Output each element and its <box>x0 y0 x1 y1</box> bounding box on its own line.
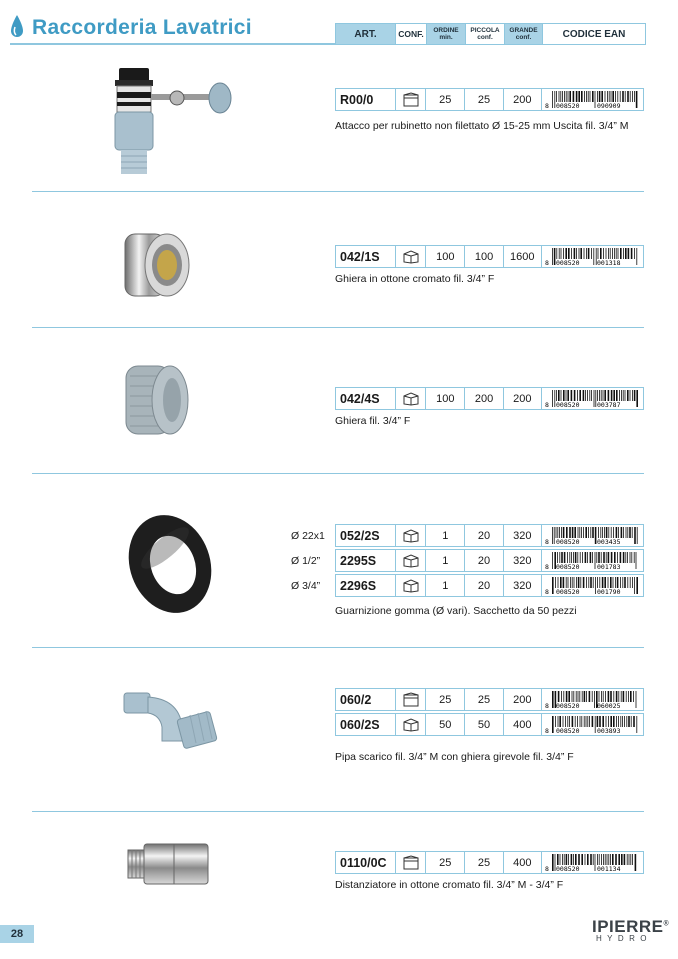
water-drop-icon <box>10 14 24 40</box>
section-separator <box>32 473 644 474</box>
conf-cell <box>396 246 427 267</box>
piccola-conf: 25 <box>465 89 504 110</box>
article-code: 060/2 <box>336 689 396 710</box>
product-row <box>335 524 644 547</box>
svg-text:8: 8 <box>545 401 550 408</box>
brand-logo: IPIERRE® <box>592 917 670 936</box>
col-ordine: ORDINE min. <box>427 24 466 44</box>
ean-barcode <box>542 689 643 710</box>
grande-conf: 1600 <box>504 246 542 267</box>
conf-cell <box>396 388 427 409</box>
col-art: ART. <box>336 24 396 44</box>
diameter-label: Ø 22x1 <box>291 530 325 542</box>
product-row <box>335 549 644 572</box>
svg-text:8: 8 <box>545 102 550 109</box>
bag-icon <box>402 855 420 870</box>
svg-text:008520: 008520 <box>556 102 580 109</box>
article-code: 042/1S <box>336 246 396 267</box>
product-row <box>335 851 644 874</box>
svg-text:008520: 008520 <box>556 538 580 545</box>
article-code: 060/2S <box>336 714 396 735</box>
svg-text:003435: 003435 <box>597 538 621 545</box>
product-row <box>335 245 644 268</box>
conf-cell <box>396 575 427 596</box>
section-separator <box>32 191 644 192</box>
piccola-conf: 20 <box>465 550 504 571</box>
grande-conf: 400 <box>504 852 542 873</box>
ean-barcode <box>542 89 643 110</box>
svg-text:001783: 001783 <box>597 563 621 570</box>
piccola-conf: 25 <box>465 852 504 873</box>
product-row <box>335 88 644 111</box>
col-grande: GRANDE conf. <box>505 24 543 44</box>
piccola-conf: 25 <box>465 689 504 710</box>
piccola-conf: 100 <box>465 246 504 267</box>
article-code: 052/2S <box>336 525 396 546</box>
product-image-brass-spacer <box>124 840 214 890</box>
grande-conf: 200 <box>504 89 542 110</box>
conf-cell <box>396 714 427 735</box>
svg-text:8: 8 <box>545 563 550 570</box>
ordine-min: 25 <box>426 89 465 110</box>
product-row <box>335 387 644 410</box>
page-number: 28 <box>0 925 34 943</box>
box-icon <box>402 528 420 543</box>
svg-text:003787: 003787 <box>597 401 621 408</box>
bag-icon <box>402 92 420 107</box>
svg-text:001134: 001134 <box>597 865 621 872</box>
brand-logo-sub: HYDRO <box>596 934 652 943</box>
ean-barcode <box>542 388 643 409</box>
svg-text:001790: 001790 <box>597 588 621 595</box>
piccola-conf: 20 <box>465 525 504 546</box>
article-code: 0110/0C <box>336 852 396 873</box>
box-icon <box>402 578 420 593</box>
piccola-conf: 200 <box>465 388 504 409</box>
conf-cell <box>396 852 427 873</box>
column-header <box>335 23 646 45</box>
svg-text:008520: 008520 <box>556 563 580 570</box>
col-piccola: PICCOLA conf. <box>466 24 505 44</box>
section-separator <box>32 647 644 648</box>
section-separator <box>32 811 644 812</box>
product-image-drain-elbow <box>118 685 228 757</box>
ean-barcode <box>542 714 643 735</box>
svg-text:003893: 003893 <box>597 727 621 734</box>
conf-cell <box>396 89 427 110</box>
page-title: Raccorderia Lavatrici <box>32 16 252 39</box>
box-icon <box>402 249 420 264</box>
box-icon <box>402 391 420 406</box>
product-description: Ghiera fil. 3/4” F <box>335 415 411 427</box>
ordine-min: 50 <box>426 714 465 735</box>
grande-conf: 200 <box>504 689 542 710</box>
svg-text:090909: 090909 <box>597 102 621 109</box>
svg-text:008520: 008520 <box>556 865 580 872</box>
grande-conf: 320 <box>504 575 542 596</box>
article-code: R00/0 <box>336 89 396 110</box>
grande-conf: 400 <box>504 714 542 735</box>
ean-barcode <box>542 525 643 546</box>
svg-text:8: 8 <box>545 259 550 266</box>
ean-barcode <box>542 550 643 571</box>
svg-text:008520: 008520 <box>556 401 580 408</box>
product-image-plastic-nut <box>122 362 192 438</box>
ean-barcode <box>542 852 643 873</box>
ordine-min: 25 <box>426 689 465 710</box>
svg-text:060025: 060025 <box>597 702 621 709</box>
box-icon <box>402 717 420 732</box>
diameter-label: Ø 3/4” <box>291 580 321 592</box>
col-ean: CODICE EAN <box>562 28 626 40</box>
product-row <box>335 688 644 711</box>
conf-cell <box>396 689 427 710</box>
conf-cell <box>396 550 427 571</box>
svg-text:8: 8 <box>545 702 550 709</box>
diameter-label: Ø 1/2” <box>291 555 321 567</box>
ordine-min: 100 <box>426 388 465 409</box>
product-description: Ghiera in ottone cromato fil. 3/4” F <box>335 273 495 285</box>
conf-cell <box>396 525 427 546</box>
product-image-tap-connector <box>105 62 240 180</box>
section-separator <box>32 327 644 328</box>
grande-conf: 320 <box>504 525 542 546</box>
svg-text:001318: 001318 <box>597 259 621 266</box>
product-image-chrome-nut <box>122 228 192 300</box>
svg-text:8: 8 <box>545 727 550 734</box>
article-code: 042/4S <box>336 388 396 409</box>
ordine-min: 25 <box>426 852 465 873</box>
product-row <box>335 713 644 736</box>
article-code: 2296S <box>336 575 396 596</box>
product-description: Distanziatore in ottone cromato fil. 3/4” M - 3/4” F <box>335 879 564 891</box>
svg-text:008520: 008520 <box>556 259 580 266</box>
svg-text:008520: 008520 <box>556 727 580 734</box>
ordine-min: 1 <box>426 525 465 546</box>
grande-conf: 200 <box>504 388 542 409</box>
svg-text:008520: 008520 <box>556 588 580 595</box>
svg-text:8: 8 <box>545 588 550 595</box>
product-description: Pipa scarico fil. 3/4” M con ghiera girevole fil. 3/4” F <box>335 751 574 763</box>
box-icon <box>402 553 420 568</box>
bag-icon <box>402 692 420 707</box>
grande-conf: 320 <box>504 550 542 571</box>
ean-barcode <box>542 575 643 596</box>
product-row <box>335 574 644 597</box>
svg-text:008520: 008520 <box>556 702 580 709</box>
svg-text:8: 8 <box>545 865 550 872</box>
ordine-min: 100 <box>426 246 465 267</box>
product-description: Attacco per rubinetto non filettato Ø 15-25 mm Uscita fil. 3/4” M <box>335 120 629 132</box>
product-image-rubber-gasket <box>115 508 225 620</box>
svg-text:8: 8 <box>545 538 550 545</box>
ean-barcode <box>542 246 643 267</box>
article-code: 2295S <box>336 550 396 571</box>
ordine-min: 1 <box>426 575 465 596</box>
product-description: Guarnizione gomma (Ø vari). Sacchetto da 50 pezzi <box>335 605 577 617</box>
piccola-conf: 20 <box>465 575 504 596</box>
ordine-min: 1 <box>426 550 465 571</box>
piccola-conf: 50 <box>465 714 504 735</box>
col-conf: CONF. <box>396 24 427 44</box>
